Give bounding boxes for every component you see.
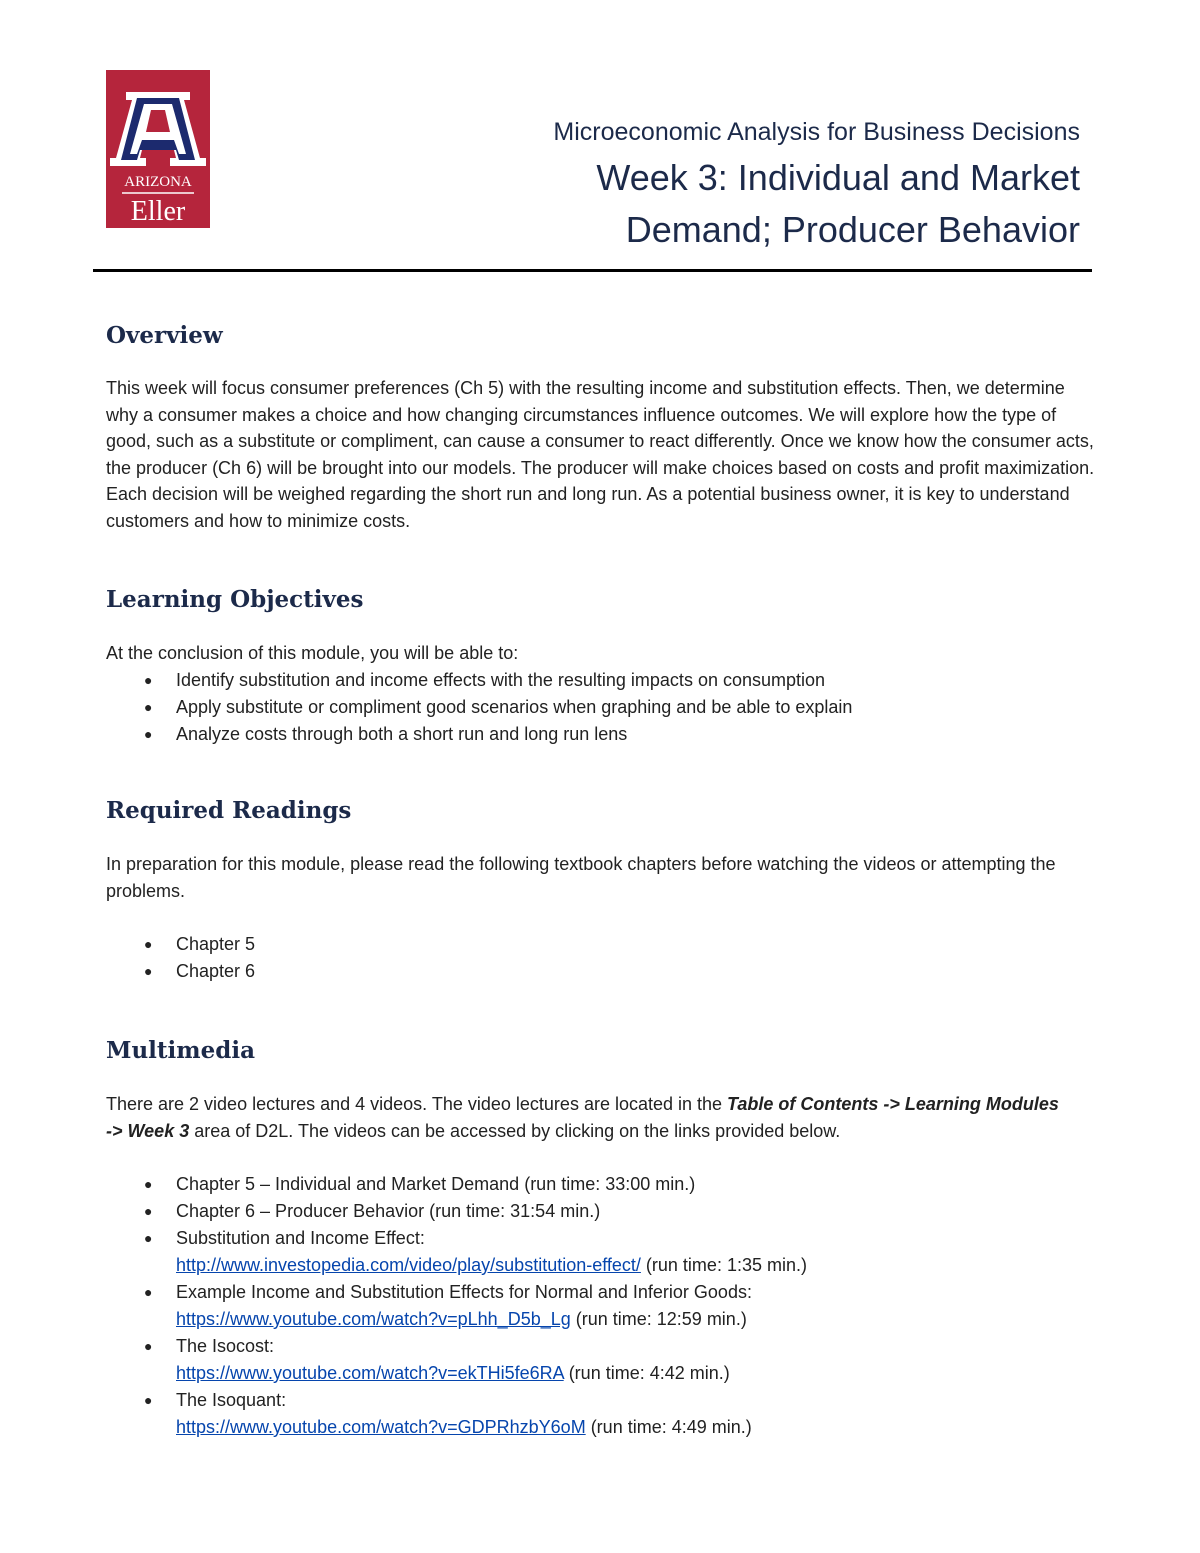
objectives-section [106, 586, 1100, 748]
video-item: ● Chapter 6 – Producer Behavior (run time: 31:54 min.) [144, 1201, 601, 1221]
multimedia-intro: There are 2 video lectures and 4 videos. The video lectures are located in the Table of Contents -> Learning Modules -> Week 3 area of D2L. The videos can be accessed by clicking on the links provided below. [106, 1094, 1059, 1141]
video-link[interactable]: https://www.youtube.com/watch?v=GDPRhzbY6oM [176, 1417, 586, 1437]
objectives-heading: Learning Objectives [106, 586, 364, 613]
multimedia-heading: Multimedia [106, 1037, 255, 1064]
readings-list [106, 931, 1100, 985]
objectives-list [106, 667, 1100, 748]
readings-section [106, 797, 1100, 985]
week-title-line2: Demand; Producer Behavior [625, 209, 1080, 250]
video-link[interactable]: https://www.youtube.com/watch?v=pLhh_D5b_Lg [176, 1309, 571, 1329]
video-item: ● Example Income and Substitution Effects for Normal and Inferior Goods: https://www.youtube.com/watch?v=pLhh_D5b_Lg (run time: 12:59 min.) [144, 1282, 752, 1329]
readings-intro: In preparation for this module, please read the following textbook chapters before watching the videos or attempting the problems. [106, 854, 1056, 901]
list-item: ● Identify substitution and income effects with the resulting impacts on consumption [144, 669, 826, 690]
week-title-line1: Week 3: Individual and Market [596, 157, 1080, 198]
overview-text: This week will focus consumer preferences (Ch 5) with the resulting income and substitution effects. Then, we determine why a consumer makes a choice and how changing circumstances influence outcomes. We will explore how the type of good, such as a substitute or compliment, can cause a consumer to react differently. Once we know how the consumer acts, the producer (Ch 6) will be brought into our models. The producer will make choices based on costs and profit maximization. Each decision will be weighed regarding the short run and long run. As a potential business owner, it is key to understand customers and how to minimize costs. [106, 378, 1095, 531]
readings-heading: Required Readings [106, 797, 352, 824]
list-item: ● Analyze costs through both a short run and long run lens [144, 723, 628, 744]
video-item: ● Chapter 5 – Individual and Market Demand (run time: 33:00 min.) [144, 1174, 696, 1194]
video-item: ● The Isocost: https://www.youtube.com/watch?v=ekTHi5fe6RA (run time: 4:42 min.) [144, 1336, 730, 1383]
video-item: ● Substitution and Income Effect: http://www.investopedia.com/video/play/substitution-effect/ (run time: 1:35 min.) [144, 1228, 807, 1275]
multimedia-section [106, 1037, 1100, 1441]
logo-school: Eller [130, 196, 186, 227]
header-divider [93, 269, 1092, 272]
logo-name: ARIZONA [124, 174, 192, 190]
course-title: Microeconomic Analysis for Business Decisions [553, 118, 1080, 146]
multimedia-list [106, 1171, 1100, 1441]
arizona-a-icon [106, 70, 210, 228]
university-logo [106, 70, 210, 228]
video-link[interactable]: https://www.youtube.com/watch?v=ekTHi5fe6RA [176, 1363, 564, 1383]
video-link[interactable]: http://www.investopedia.com/video/play/substitution-effect/ [176, 1255, 641, 1275]
video-item: ● The Isoquant: https://www.youtube.com/watch?v=GDPRhzbY6oM (run time: 4:49 min.) [144, 1390, 752, 1437]
objectives-intro: At the conclusion of this module, you will be able to: [106, 643, 519, 663]
list-item: ● Chapter 6 [144, 961, 256, 981]
document-header [553, 112, 1080, 256]
list-item: ● Apply substitute or compliment good scenarios when graphing and be able to explain [144, 696, 853, 717]
overview-heading: Overview [106, 322, 223, 349]
list-item: ● Chapter 5 [144, 934, 256, 954]
overview-section [106, 322, 1100, 534]
